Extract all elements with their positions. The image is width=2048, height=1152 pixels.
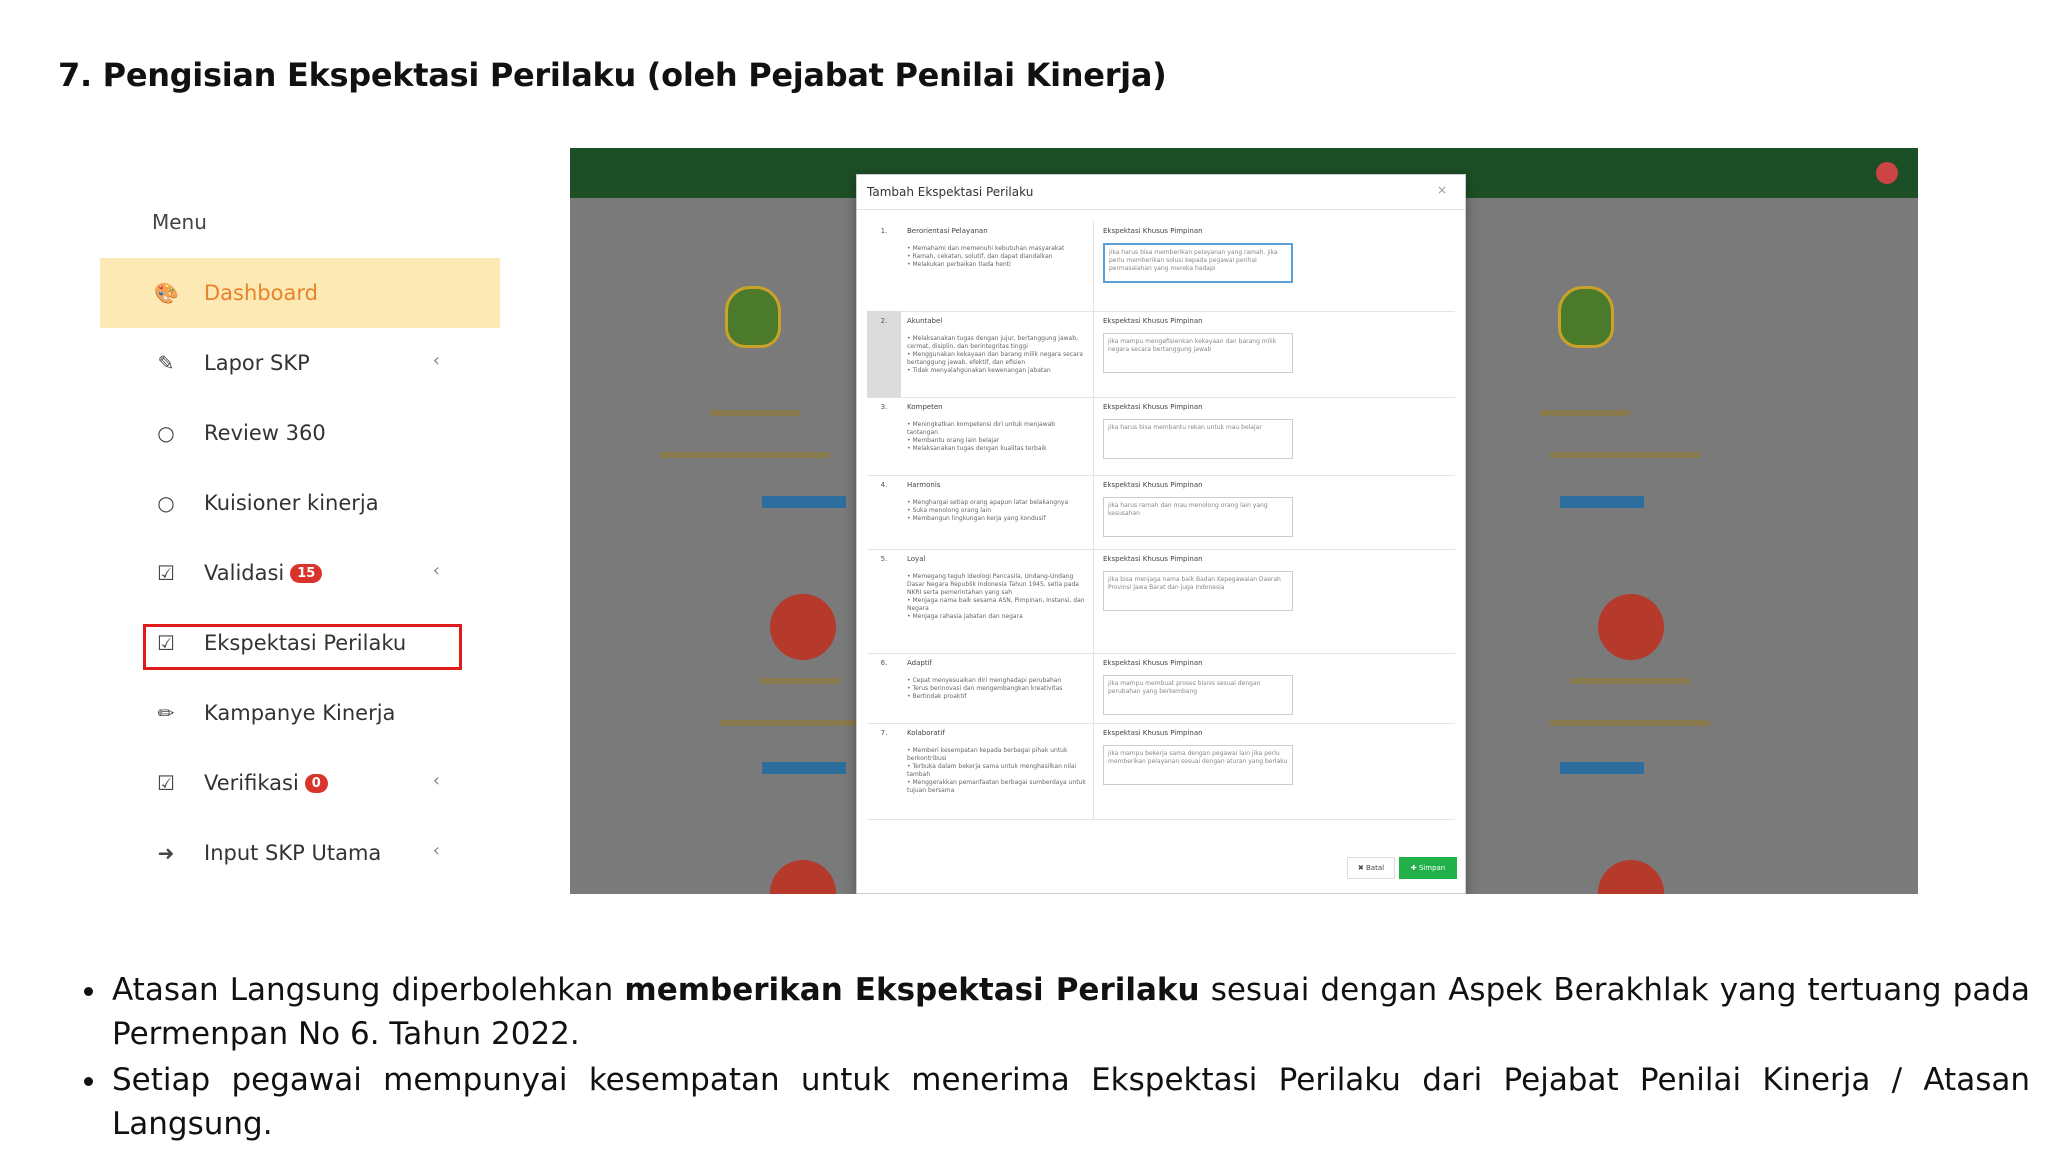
expectation-header: Ekspektasi Khusus Pimpinan bbox=[1103, 227, 1203, 235]
card-button[interactable] bbox=[762, 496, 846, 508]
menu-item-kuisioner-kinerja[interactable] bbox=[100, 468, 500, 538]
card-button[interactable] bbox=[762, 762, 846, 774]
aspect-bullets: • Memahami dan memenuhi kebutuhan masyarakat • Ramah, cekatan, solutif, dan dapat diandalkan • Melakukan perbaikan tiada henti bbox=[907, 245, 1065, 268]
menu-item-label: Input SKP Utama bbox=[204, 841, 382, 865]
aspect-label: Harmonis bbox=[907, 481, 941, 489]
card-button[interactable] bbox=[1560, 496, 1644, 508]
highlight-box bbox=[143, 624, 462, 670]
profile-photo bbox=[1598, 860, 1664, 894]
chevron-left-icon[interactable]: ‹ bbox=[432, 770, 440, 791]
row-number: 2. bbox=[867, 311, 901, 397]
aspect-bullets: • Menghargai setiap orang apapun latar belakangnya • Suka menolong orang lain • Membangun lingkungan kerja yang kondusif bbox=[907, 499, 1069, 522]
bullet-list bbox=[80, 968, 2030, 1148]
menu-item-label: Ekspektasi Perilaku bbox=[204, 631, 407, 655]
expectation-textarea[interactable]: jika mampu membuat proses bisnis sesuai dengan perubahan yang berkembang bbox=[1103, 675, 1293, 715]
cancel-button[interactable]: ✖ Batal bbox=[1347, 857, 1395, 879]
edit-icon: ✎ bbox=[157, 351, 175, 375]
table-row bbox=[867, 311, 1455, 398]
divider bbox=[1093, 221, 1094, 311]
menu-item-lapor-skp[interactable] bbox=[100, 328, 500, 398]
save-button[interactable]: ✚ Simpan bbox=[1399, 857, 1457, 879]
divider bbox=[857, 209, 1465, 210]
table-row bbox=[867, 653, 1455, 724]
card-text-line bbox=[1540, 410, 1630, 416]
table-row bbox=[867, 221, 1455, 312]
menu-item-input-skp-utama[interactable] bbox=[100, 818, 500, 888]
card-text-line bbox=[660, 452, 830, 458]
aspect-bullets: • Cepat menyesuaikan diri menghadapi perubahan • Terus berinovasi dan mengembangkan kreativitas • Bertindak proaktif bbox=[907, 677, 1063, 700]
card-text-line bbox=[720, 720, 860, 726]
avatar bbox=[1876, 162, 1898, 184]
aspect-label: Kolaboratif bbox=[907, 729, 945, 737]
pencil-icon: ✏ bbox=[157, 701, 175, 725]
menu-item-verifikasi[interactable] bbox=[100, 748, 500, 818]
expectation-textarea[interactable]: jika bisa menjaga nama baik Badan Kepegawaian Daerah Provinsi Jawa Barat dan juga Indonesia bbox=[1103, 571, 1293, 611]
aspect-bullets: • Memberi kesempatan kepada berbagai pihak untuk berkontribusi • Terbuka dalam bekerja sama untuk menghasilkan nilai tambah • Menggerakkan pemanfaatan berbagai sumberdaya untuk tujuan bersama bbox=[907, 747, 1086, 794]
table-row bbox=[867, 723, 1455, 820]
row-number: 6. bbox=[880, 659, 888, 667]
divider bbox=[1093, 549, 1094, 653]
divider bbox=[1093, 653, 1094, 723]
checkbox-icon: ☑ bbox=[157, 631, 175, 655]
bullet-dot bbox=[84, 987, 93, 996]
menu-item-label: Kuisioner kinerja bbox=[204, 491, 379, 515]
expectation-textarea[interactable]: jika harus bisa membantu rekan untuk mau belajar bbox=[1103, 419, 1293, 459]
profile-photo bbox=[770, 860, 836, 894]
row-number: 4. bbox=[880, 481, 888, 489]
card-text-line bbox=[760, 678, 840, 684]
card-text-line bbox=[1550, 720, 1710, 726]
menu-item-validasi[interactable] bbox=[100, 538, 500, 608]
checkbox-icon: ☑ bbox=[157, 561, 175, 585]
row-number: 1. bbox=[880, 227, 888, 235]
modal-dialog bbox=[856, 174, 1466, 894]
table-row bbox=[867, 397, 1455, 476]
count-badge: 0 bbox=[305, 774, 328, 793]
profile-photo bbox=[770, 594, 836, 660]
expectation-header: Ekspektasi Khusus Pimpinan bbox=[1103, 659, 1203, 667]
menu-item-kampanye-kinerja[interactable] bbox=[100, 678, 500, 748]
divider bbox=[1093, 311, 1094, 397]
bullet-dot bbox=[84, 1077, 93, 1086]
menu-item-dashboard[interactable] bbox=[100, 258, 500, 328]
aspect-label: Akuntabel bbox=[907, 317, 943, 325]
expectation-header: Ekspektasi Khusus Pimpinan bbox=[1103, 729, 1203, 737]
expectation-header: Ekspektasi Khusus Pimpinan bbox=[1103, 403, 1203, 411]
embedded-screenshot bbox=[570, 148, 1918, 894]
menu-item-label: Kampanye Kinerja bbox=[204, 701, 396, 725]
card-text-line bbox=[1570, 678, 1690, 684]
page-heading: 7. Pengisian Ekspektasi Perilaku (oleh Pejabat Penilai Kinerja) bbox=[58, 56, 1167, 94]
close-icon[interactable]: × bbox=[1436, 183, 1447, 197]
menu-item-label: Verifikasi bbox=[204, 771, 299, 795]
sidebar-menu bbox=[100, 258, 500, 888]
table-row bbox=[867, 475, 1455, 550]
comment-icon: ○ bbox=[157, 421, 175, 445]
bullet-item bbox=[80, 1058, 2030, 1146]
expectation-header: Ekspektasi Khusus Pimpinan bbox=[1103, 317, 1203, 325]
aspect-bullets: • Memegang teguh ideologi Pancasila, Undang-Undang Dasar Negara Republik Indonesia Tahun 1945, setia pada NKRI serta pemerintahan yang sah • Menjaga nama baik sesama ASN, Pimpinan, Instansi, dan Negara • Menjaga rahasia jabatan dan negara bbox=[907, 573, 1085, 620]
count-badge: 15 bbox=[290, 564, 322, 583]
expectation-textarea[interactable]: jika mampu mengefisienkan kekayaan dan barang milik negara secara bertanggung jawab bbox=[1103, 333, 1293, 373]
expectation-header: Ekspektasi Khusus Pimpinan bbox=[1103, 481, 1203, 489]
aspect-bullets: • Melaksanakan tugas dengan jujur, bertanggung jawab, cermat, disiplin, dan berintegritas tinggi • Menggunakan kekayaan dan barang milik negara secara bertanggung jawab, efektif, dan efisien • Tidak menyalahgunakan kewenangan jabatan bbox=[907, 335, 1083, 374]
profile-photo bbox=[1598, 594, 1664, 660]
menu-item-label: Validasi bbox=[204, 561, 285, 585]
chevron-left-icon[interactable]: ‹ bbox=[432, 560, 440, 581]
expectation-header: Ekspektasi Khusus Pimpinan bbox=[1103, 555, 1203, 563]
aspect-label: Kompeten bbox=[907, 403, 943, 411]
expectation-textarea[interactable]: jika harus ramah dan mau menolong orang lain yang kesusahan bbox=[1103, 497, 1293, 537]
menu-title: Menu bbox=[152, 210, 207, 234]
expectation-textarea[interactable]: jika harus bisa memberikan pelayanan yang ramah. jika perlu memberikan solusi kepada pegawai perihal permasalahan yang mereka hadapi bbox=[1103, 243, 1293, 283]
menu-item-label: Lapor SKP bbox=[204, 351, 310, 375]
bullet-text-post: sesuai dengan Aspek Berakhlak yang tertuang pada Permenpan No 6. Tahun 2022. bbox=[112, 972, 2030, 1052]
menu-item-label: Review 360 bbox=[204, 421, 326, 445]
bullet-item bbox=[80, 968, 2030, 1056]
expectation-textarea[interactable]: jika mampu bekerja sama dengan pegawai lain jika perlu memberikan pelayanan sesuai dengan aturan yang berlaku bbox=[1103, 745, 1293, 785]
aspect-bullets: • Meningkatkan kompetensi diri untuk menjawab tantangan • Membantu orang lain belajar • Melaksanakan tugas dengan kualitas terbaik bbox=[907, 421, 1056, 452]
bullet-text-pre: Setiap pegawai mempunyai kesempatan untuk menerima Ekspektasi Perilaku dari Pejabat Penilai Kinerja / Atasan Langsung. bbox=[112, 1062, 2030, 1142]
menu-item-review-360[interactable] bbox=[100, 398, 500, 468]
card-button[interactable] bbox=[1560, 762, 1644, 774]
modal-title: Tambah Ekspektasi Perilaku bbox=[867, 185, 1034, 199]
aspect-label: Berorientasi Pelayanan bbox=[907, 227, 988, 235]
chevron-left-icon[interactable]: ‹ bbox=[432, 350, 440, 371]
arrow-right-icon: ➜ bbox=[157, 841, 175, 865]
emblem-icon bbox=[725, 286, 781, 348]
chevron-left-icon[interactable]: ‹ bbox=[432, 840, 440, 861]
checkbox-outline-icon: ☑ bbox=[157, 771, 175, 795]
row-number: 7. bbox=[880, 729, 888, 737]
topbar-user[interactable] bbox=[1876, 162, 1906, 184]
divider bbox=[1093, 397, 1094, 475]
divider bbox=[1093, 475, 1094, 549]
divider bbox=[1093, 723, 1094, 819]
aspect-label: Loyal bbox=[907, 555, 926, 563]
card-text-line bbox=[1550, 452, 1700, 458]
row-number: 5. bbox=[880, 555, 888, 563]
palette-icon: 🎨 bbox=[154, 281, 179, 305]
card-text-line bbox=[710, 410, 800, 416]
menu-item-label: Dashboard bbox=[204, 281, 318, 305]
table-row bbox=[867, 549, 1455, 654]
bullet-text-pre: Atasan Langsung diperbolehkan bbox=[112, 972, 625, 1008]
comment-icon: ○ bbox=[157, 491, 175, 515]
emblem-icon bbox=[1558, 286, 1614, 348]
bullet-text-bold: memberikan Ekspektasi Perilaku bbox=[624, 972, 1200, 1008]
aspect-label: Adaptif bbox=[907, 659, 932, 667]
row-number: 3. bbox=[880, 403, 888, 411]
